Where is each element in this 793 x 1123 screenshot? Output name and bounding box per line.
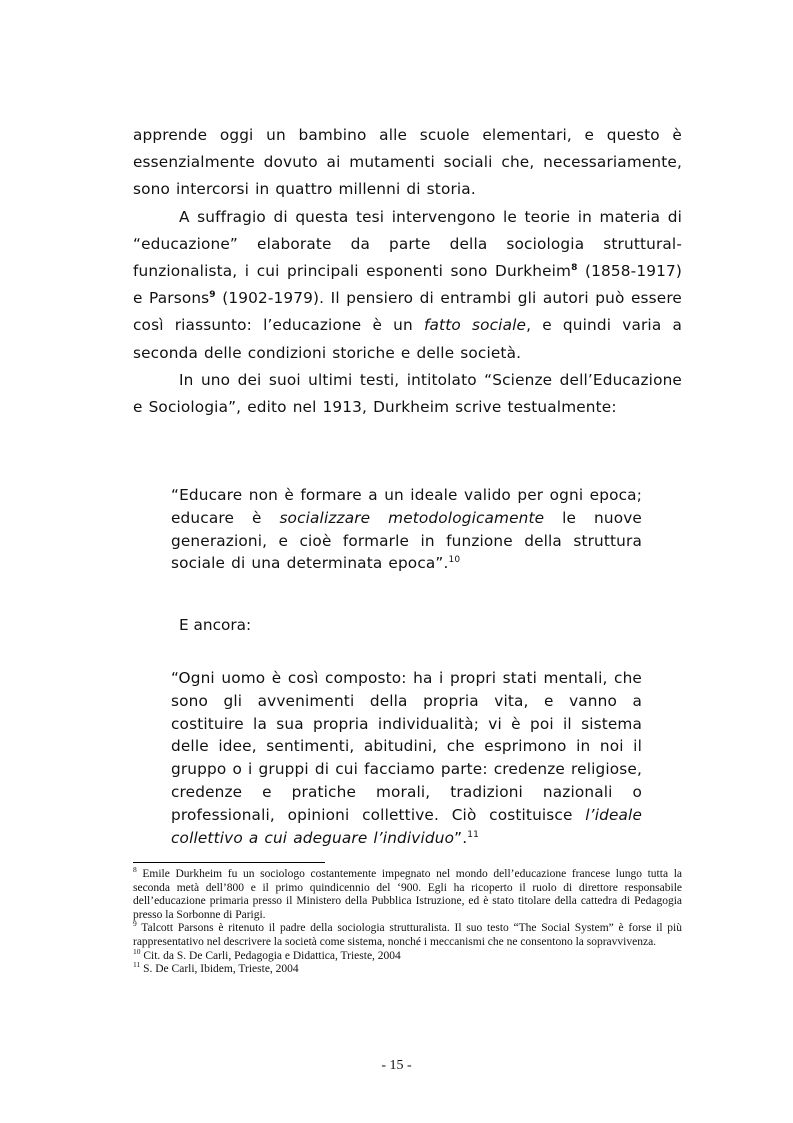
footnote-text: Emile Durkheim fu un sociologo costantemente impegnato nel mondo dell’educazione francese lungo tutta la seconda metà dell’800 e il primo quindicennio del ‘900. Egli ha ricoperto il ruolo di direttore responsabile dell’educazione primaria presso il Ministero della Pubblica Istruzione, ed è stato titolare della cattedra di Pedagogia presso la Sorbonne di Parigi. <box>133 868 682 921</box>
quote-text: ”. <box>454 828 468 847</box>
paragraph-theory <box>133 204 682 367</box>
footnote-11 <box>133 960 682 977</box>
footnote-text: Cit. da S. De Carli, Pedagogia e Didattica, Trieste, 2004 <box>140 949 401 962</box>
paragraph-text: A suffragio di questa tesi intervengono le teorie in materia di “educazione” elaborate da parte della sociologia struttural-funzionalista, i cui principali esponenti sono Durkheim <box>133 207 682 281</box>
footnote-number: 8 <box>133 865 137 875</box>
paragraph-text: (1902-1979). Il pensiero di entrambi gli autori può essere così riassunto: l’educazione è un <box>133 289 682 335</box>
page-number: - 15 - <box>381 1058 412 1073</box>
footnote-ref-10[interactable]: 10 <box>448 555 461 566</box>
footnote-separator <box>133 862 325 863</box>
footnote-8 <box>133 865 682 922</box>
transition-text: E ancora: <box>179 616 252 634</box>
footnote-10 <box>133 946 682 964</box>
footnote-ref-9[interactable]: 9 <box>209 290 216 301</box>
italic-term: fatto sociale <box>424 316 527 335</box>
footnote-number: 11 <box>133 960 141 970</box>
footnotes <box>133 865 682 977</box>
quote-text: “Educare non è formare a un ideale valido per ogni epoca; educare è <box>171 486 642 527</box>
paragraph-text: , e quindi varia a seconda delle condizioni storiche e delle società. <box>133 316 682 362</box>
footnote-text: Talcott Parsons è ritenuto il padre della sociologia strutturalista. Il suo testo “The Social System” è forse il più rappresentativo nel descrivere la società come sistema, nonché i meccanismi che ne consentono la sopravvivenza. <box>133 922 682 948</box>
footnote-text: S. De Carli, Ibidem, Trieste, 2004 <box>140 963 299 976</box>
quote-ogni-uomo <box>171 667 642 849</box>
footnote-9 <box>133 919 682 949</box>
quote-text: “Ogni uomo è così composto: ha i propri stati mentali, che sono gli avvenimenti della propria vita, e vanno a costituire la sua propria individualità; vi è poi il sistema delle idee, sentimenti, abitudini, che esprimono in noi il gruppo o i gruppi di cui facciamo parte: credenze religiose, credenze e pratiche morali, tradizioni nazionali o professionali, opinioni collettive. Ciò costituisce <box>171 669 642 824</box>
italic-term: socializzare metodologicamente <box>279 508 545 527</box>
paragraph-continuation: apprende oggi un bambino alle scuole elementari, e questo è essenzialmente dovuto ai mutamenti sociali che, necessariamente, sono intercorsi in quattro millenni di storia. <box>133 126 682 199</box>
footnote-number: 10 <box>133 946 141 956</box>
paragraph-durkheim: In uno dei suoi ultimi testi, intitolato “Scienze dell’Educazione e Sociologia”, edito nel 1913, Durkheim scrive testualmente: <box>133 370 682 417</box>
quote-text: le nuove generazioni, e cioè formarle in funzione della struttura sociale di una determinata epoca”. <box>171 508 642 573</box>
paragraph-text: (1858-1917) e Parsons <box>133 262 682 308</box>
footnote-ref-11[interactable]: 11 <box>467 829 479 840</box>
footnote-ref-8[interactable]: 8 <box>571 262 578 273</box>
quote-educare <box>171 484 642 575</box>
italic-term: l’ideale collettivo a cui adeguare l’individuo <box>171 805 642 847</box>
footnote-number: 9 <box>133 919 137 929</box>
main-text <box>133 122 682 421</box>
